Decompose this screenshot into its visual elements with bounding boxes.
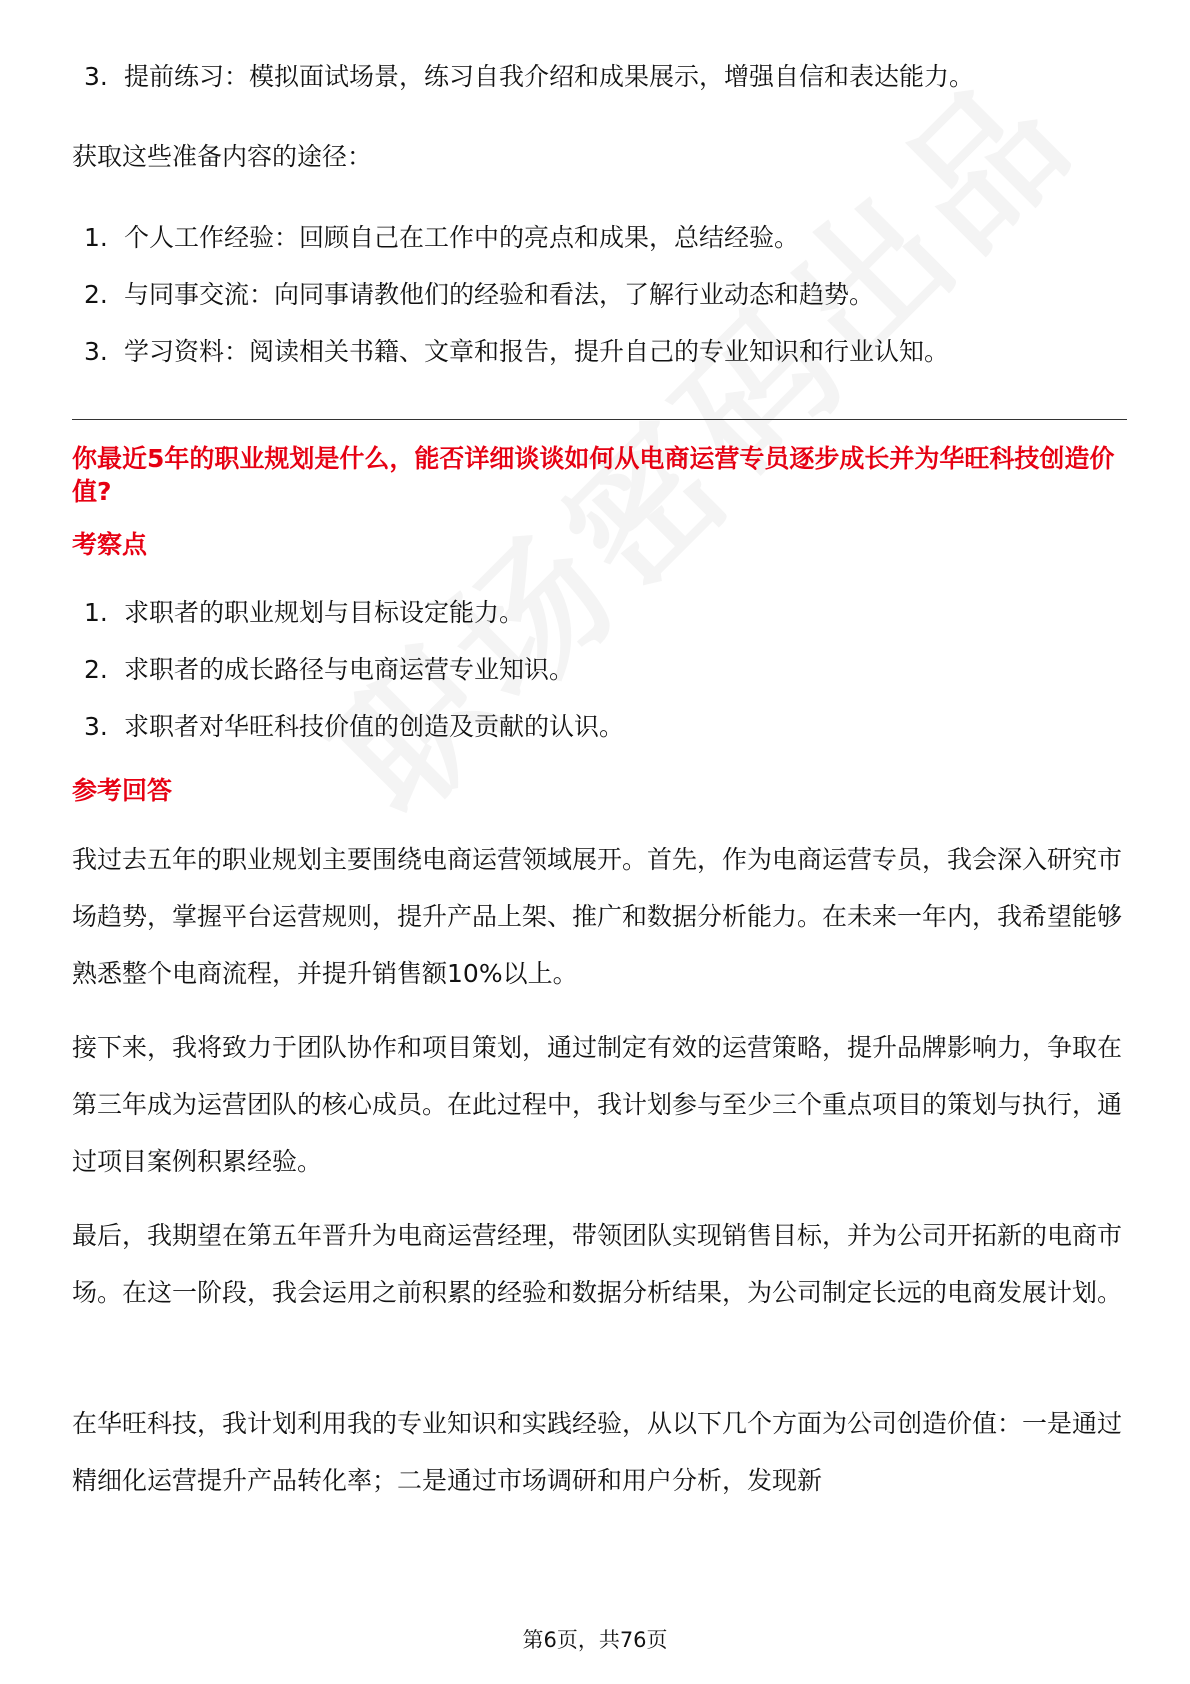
section-divider xyxy=(72,419,1127,420)
list-item xyxy=(72,209,1127,266)
list-item-text: 求职者对华旺科技价值的创造及贡献的认识。 xyxy=(124,712,625,741)
list-item xyxy=(72,698,1127,755)
answer-paragraph: 在华旺科技，我计划利用我的专业知识和实践经验，从以下几个方面为公司创造价值：一是通过精细化运营提升产品转化率；二是通过市场调研和用户分析，发现新 xyxy=(72,1409,1123,1495)
exam-points-list xyxy=(72,584,1127,755)
list-item-text: 求职者的职业规划与目标设定能力。 xyxy=(124,598,525,627)
list-item xyxy=(72,266,1127,323)
list-item-text: 学习资料：阅读相关书籍、文章和报告，提升自己的专业知识和行业认知。 xyxy=(124,337,950,366)
list-item xyxy=(72,323,1127,380)
list-item-text: 个人工作经验：回顾自己在工作中的亮点和成果，总结经验。 xyxy=(124,223,800,252)
list-item-text: 与同事交流：向同事请教他们的经验和看法，了解行业动态和趋势。 xyxy=(124,280,875,309)
list-item-number: 1. xyxy=(84,598,108,627)
list-item-number: 1. xyxy=(84,223,108,252)
exam-points-label: 考察点 xyxy=(72,530,148,559)
list-item-text: 求职者的成长路径与电商运营专业知识。 xyxy=(124,655,575,684)
list-item-number: 2. xyxy=(84,655,108,684)
answer-paragraph: 接下来，我将致力于团队协作和项目策划，通过制定有效的运营策略，提升品牌影响力，争取在第三年成为运营团队的核心成员。在此过程中，我计划参与至少三个重点项目的策划与执行，通过项目案例积累经验。 xyxy=(72,1033,1123,1176)
top-list xyxy=(72,48,1127,105)
list-item-number: 3. xyxy=(84,337,108,366)
list-item xyxy=(72,584,1127,641)
page-number-footer: 第6页，共76页 xyxy=(522,1628,668,1652)
list-item xyxy=(72,48,1127,105)
paths-list xyxy=(72,209,1127,380)
list-item-number: 3. xyxy=(84,62,108,91)
paths-heading: 获取这些准备内容的途径： xyxy=(72,142,373,171)
list-item-number: 2. xyxy=(84,280,108,309)
answer-paragraph: 我过去五年的职业规划主要围绕电商运营领域展开。首先，作为电商运营专员，我会深入研究市场趋势，掌握平台运营规则，提升产品上架、推广和数据分析能力。在未来一年内，我希望能够熟悉整个电商流程，并提升销售额10%以上。 xyxy=(72,845,1123,988)
list-item-number: 3. xyxy=(84,712,108,741)
list-item-text: 提前练习：模拟面试场景，练习自我介绍和成果展示，增强自信和表达能力。 xyxy=(124,62,975,91)
answer-paragraph: 最后，我期望在第五年晋升为电商运营经理，带领团队实现销售目标，并为公司开拓新的电商市场。在这一阶段，我会运用之前积累的经验和数据分析结果，为公司制定长远的电商发展计划。 xyxy=(72,1221,1123,1307)
list-item xyxy=(72,641,1127,698)
answer-label: 参考回答 xyxy=(72,776,173,805)
question-heading: 你最近5年的职业规划是什么，能否详细谈谈如何从电商运营专员逐步成长并为华旺科技创造价值? xyxy=(72,444,1115,506)
